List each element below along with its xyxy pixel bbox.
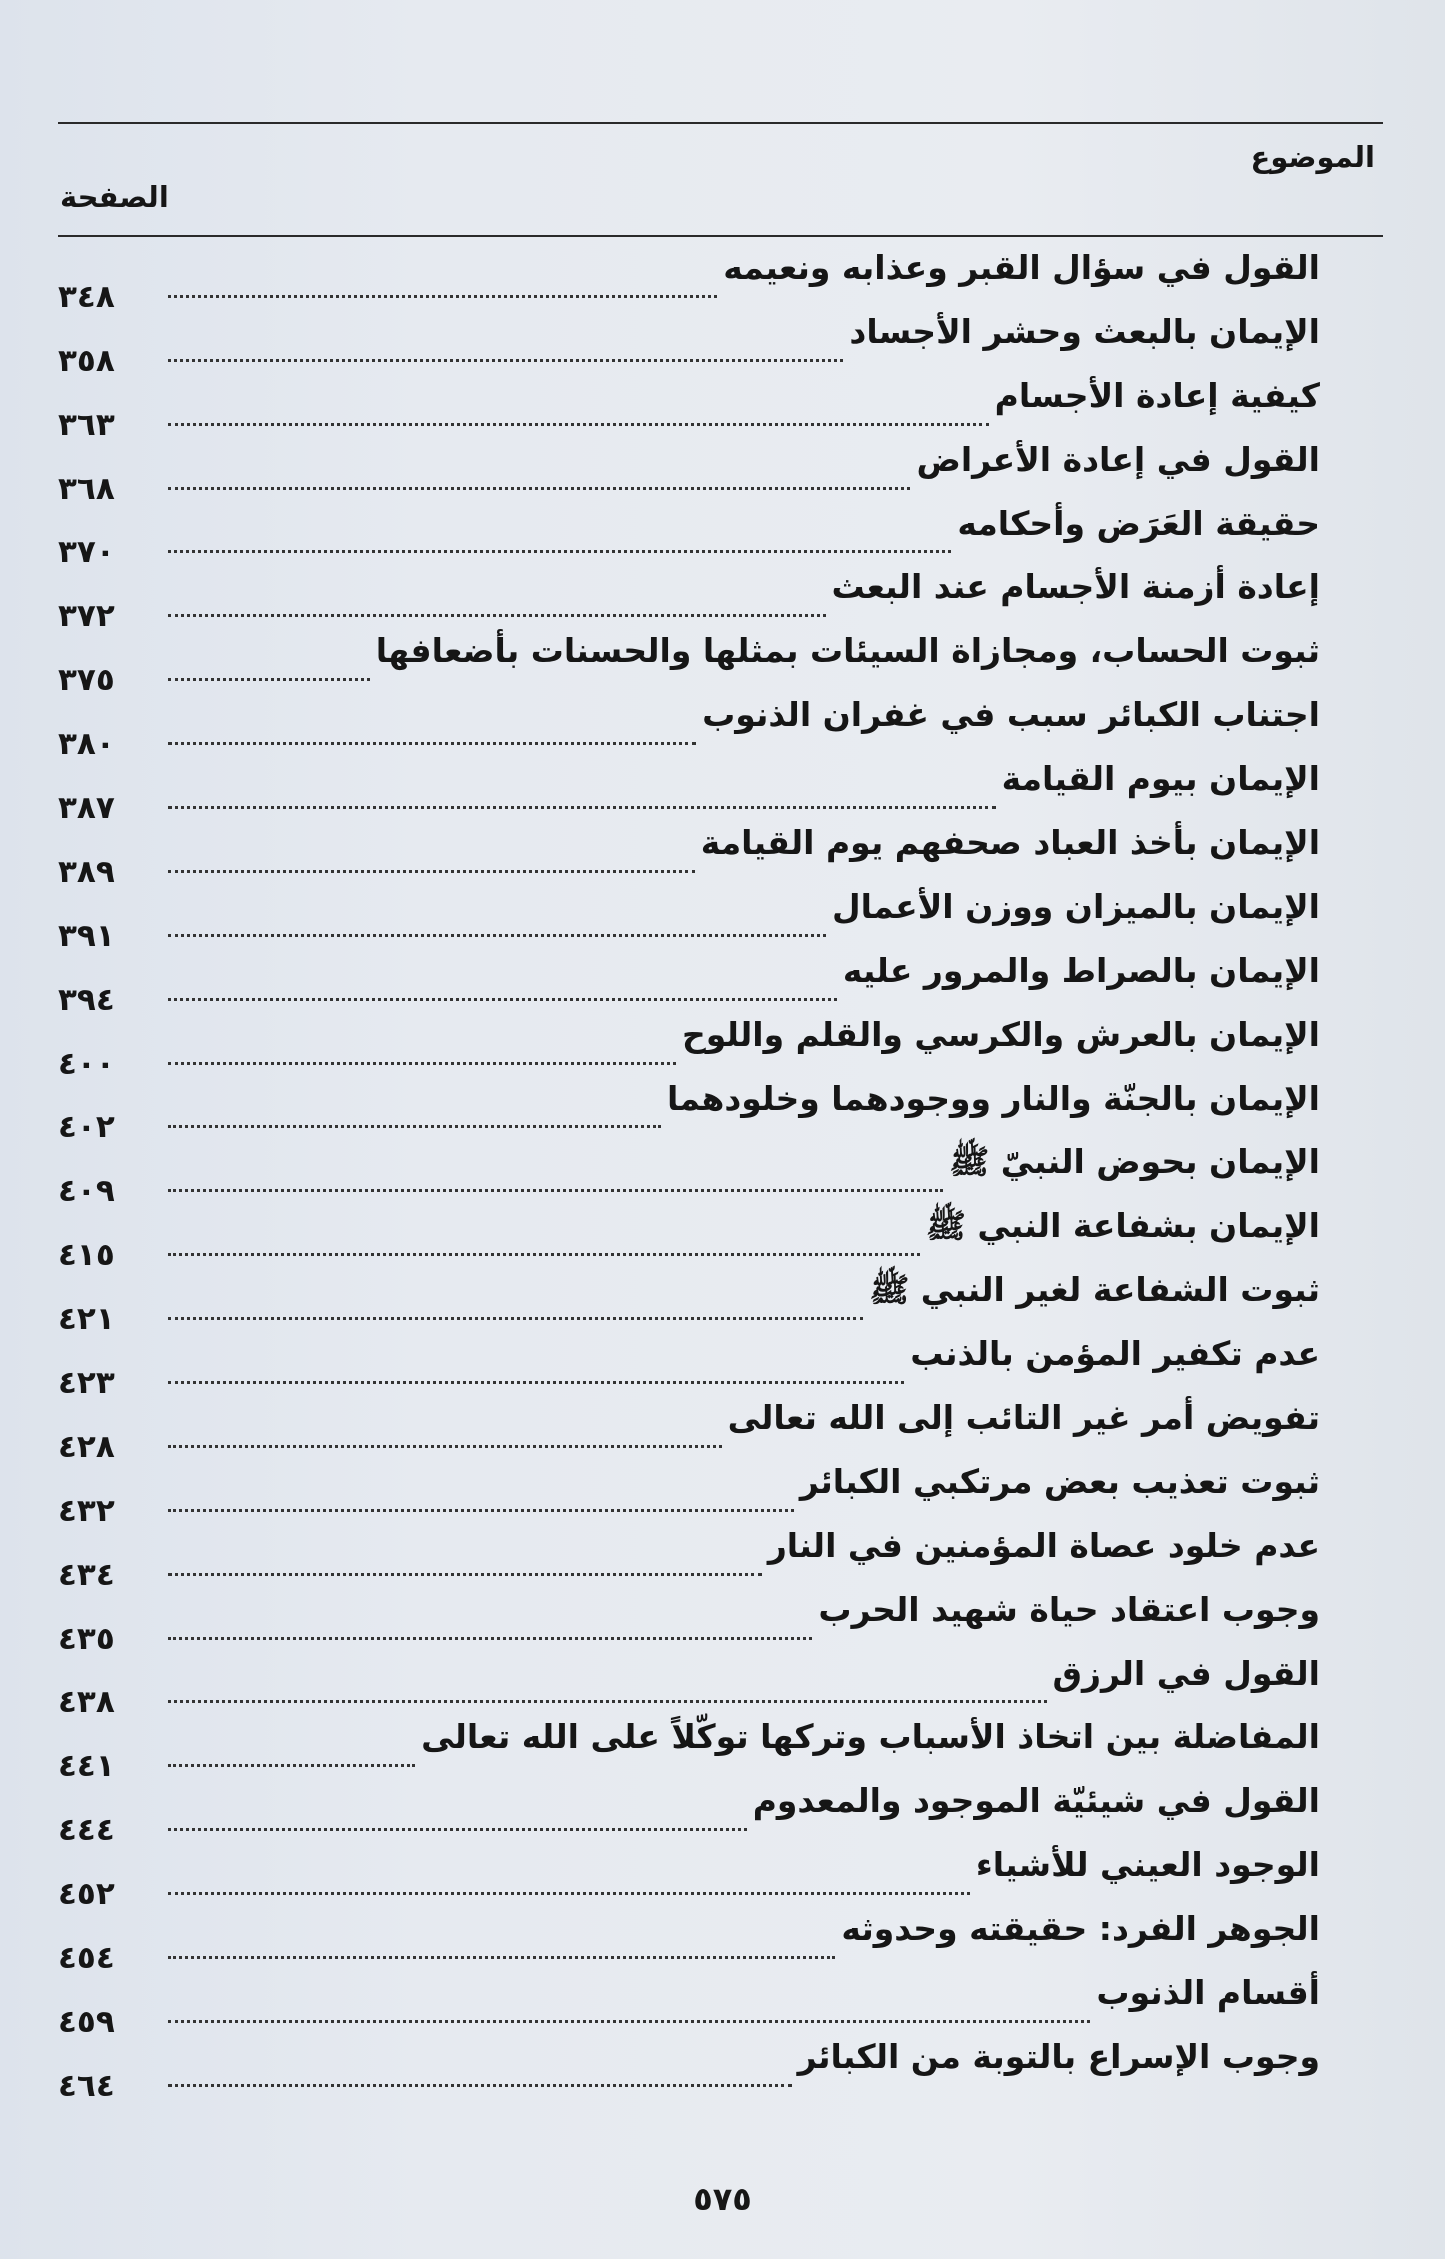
toc-entry [58,1525,1320,1593]
toc-entry-page: ٤٠٩ [58,1173,115,1210]
toc-entry [58,1014,1320,1082]
dot-leader [168,1381,904,1384]
toc-entry [58,886,1320,954]
dot-leader [168,1317,863,1320]
toc-entry [58,567,1320,635]
toc-entry-title: الإيمان بحوض النبيّ ﷺ [949,1142,1320,1182]
toc-entry-title: حقيقة العَرَض وأحكامه [957,503,1320,543]
dot-leader [168,295,717,298]
toc-entry-page: ٤٥٤ [58,1940,115,1977]
dot-leader [168,1892,970,1895]
toc-entry-page: ٣٧٠ [58,534,115,571]
dot-leader [168,487,910,490]
toc-entry-page: ٣٨٩ [58,853,115,890]
toc-entry-page: ٣٩١ [58,917,115,954]
toc-entry [58,1973,1320,2040]
toc-entry-page: ٣٨٧ [58,790,115,827]
toc-entry [58,1334,1320,1402]
toc-entry [58,1078,1320,1146]
dot-leader [168,870,695,873]
toc-entry-title: الإيمان بأخذ العباد صحفهم يوم القيامة [700,823,1320,863]
toc-entry [58,248,1320,315]
toc-entry-page: ٤٢١ [58,1301,115,1338]
toc-entry-page: ٣٧٥ [58,662,115,699]
toc-entry [58,311,1320,379]
toc-entry [58,503,1320,571]
toc-entry-page: ٣٥٨ [58,342,115,379]
toc-entry-page: ٤٣٥ [58,1620,115,1657]
toc-entry-title: ثبوت الشفاعة لغير النبي ﷺ [869,1270,1320,1310]
toc-entry [58,1461,1320,1529]
dot-leader [168,998,837,1001]
toc-entry-page: ٣٦٨ [58,470,115,507]
dot-leader [168,1062,676,1065]
toc-entry-title: القول في الرزق [1052,1653,1320,1693]
toc-entry-page: ٤٢٨ [58,1428,115,1465]
toc-entry-page: ٤٤١ [58,1748,115,1785]
toc-entry-title: الإيمان بالعرش والكرسي والقلم واللوح [681,1014,1320,1054]
dot-leader [168,614,826,617]
toc-entry-title: الجوهر الفرد: حقيقته وحدوثه [841,1909,1320,1949]
toc-entry-page: ٤٥٩ [58,2003,115,2040]
toc-entry [58,1142,1320,1210]
toc-entry [58,1845,1320,1913]
header-bottom-rule [58,235,1383,237]
toc-entry-page: ٤٣٢ [58,1492,115,1529]
dot-leader [168,359,843,362]
dot-leader [168,1509,794,1512]
page-number: ٥٧٥ [693,2180,752,2218]
toc-entry-title: القول في سؤال القبر وعذابه ونعيمه [723,248,1320,287]
toc-entry-page: ٤٥٢ [58,1876,115,1913]
toc-entry [58,1653,1320,1721]
toc-entry-title: كيفية إعادة الأجسام [994,375,1320,415]
dot-leader [168,1125,661,1128]
toc-entry [58,823,1320,890]
toc-entry-page: ٤١٥ [58,1237,115,1274]
dot-leader [168,678,370,681]
toc-entry-title: الوجود العيني للأشياء [975,1845,1320,1885]
dot-leader [168,1445,722,1448]
page-column-header: الصفحة [60,180,169,214]
topic-column-header: الموضوع [1250,140,1375,174]
header-top-rule [58,122,1383,124]
toc-entry-title: عدم تكفير المؤمن بالذنب [910,1334,1320,1374]
dot-leader [168,1253,920,1256]
dot-leader [168,934,826,937]
toc-entry-title: الإيمان بشفاعة النبي ﷺ [926,1206,1320,1246]
toc-entry-title: أقسام الذنوب [1096,1973,1320,2013]
toc-entry-page: ٣٦٣ [58,406,115,443]
toc-entry [58,375,1320,443]
toc-entry [58,950,1320,1018]
dot-leader [168,1700,1047,1703]
toc-entry [58,1909,1320,1977]
toc-entry-title: الإيمان بيوم القيامة [1001,759,1320,799]
toc-entry-page: ٣٨٠ [58,726,115,763]
toc-entry [58,695,1320,763]
toc-entry [58,2036,1320,2104]
dot-leader [168,2084,792,2087]
dot-leader [168,1956,835,1959]
toc-entry [58,759,1320,827]
toc-entry-page: ٣٧٢ [58,598,115,635]
toc-entry-title: الإيمان بالميزان ووزن الأعمال [832,886,1320,926]
toc-entry-page: ٤٠٠ [58,1045,115,1082]
dot-leader [168,2020,1090,2023]
toc-entry-title: ثبوت تعذيب بعض مرتكبي الكبائر [799,1461,1320,1501]
toc-entry-title: المفاضلة بين اتخاذ الأسباب وتركها توكّلاً على الله تعالى [421,1717,1320,1757]
toc-entry-title: الإيمان بالجنّة والنار ووجودهما وخلودهما [666,1078,1320,1118]
dot-leader [168,1764,415,1767]
dot-leader [168,1637,812,1640]
toc-entry [58,1270,1320,1338]
toc-entry-page: ٤٦٤ [58,2067,115,2104]
toc-entry [58,1206,1320,1274]
toc-entry-page: ٤٣٨ [58,1684,115,1721]
dot-leader [168,550,951,553]
dot-leader [168,1573,762,1576]
toc-entry [58,1781,1320,1849]
dot-leader [168,742,696,745]
dot-leader [168,1189,943,1192]
toc-entry-title: عدم خلود عصاة المؤمنين في النار [767,1525,1320,1565]
toc-entry-title: القول في شيئيّة الموجود والمعدوم [752,1781,1320,1821]
toc-entry [58,1717,1320,1785]
toc-entry-title: القول في إعادة الأعراض [916,439,1320,479]
toc-entry-page: ٤٤٤ [58,1812,115,1849]
toc-entry-page: ٣٤٨ [58,278,115,315]
toc-entry-title: إعادة أزمنة الأجسام عند البعث [831,567,1320,607]
toc-entry-page: ٣٩٤ [58,981,115,1018]
toc-entry-page: ٤٠٢ [58,1109,115,1146]
toc-entry [58,1398,1320,1465]
toc-list [58,248,1320,2104]
toc-entry-title: الإيمان بالبعث وحشر الأجساد [849,311,1320,351]
toc-entry [58,631,1320,699]
toc-entry [58,1589,1320,1657]
toc-entry-title: وجوب اعتقاد حياة شهيد الحرب [818,1589,1320,1629]
dot-leader [168,1828,747,1831]
toc-entry-page: ٤٢٣ [58,1365,115,1402]
toc-entry-title: تفويض أمر غير التائب إلى الله تعالى [727,1398,1320,1438]
toc-entry-title: الإيمان بالصراط والمرور عليه [842,950,1320,990]
toc-entry [58,439,1320,507]
dot-leader [168,423,989,426]
toc-entry-page: ٤٣٤ [58,1556,115,1593]
toc-entry-title: وجوب الإسراع بالتوبة من الكبائر [797,2036,1320,2076]
dot-leader [168,806,996,809]
toc-entry-title: اجتناب الكبائر سبب في غفران الذنوب [702,695,1320,735]
toc-entry-title: ثبوت الحساب، ومجازاة السيئات بمثلها والحسنات بأضعافها [375,631,1320,671]
